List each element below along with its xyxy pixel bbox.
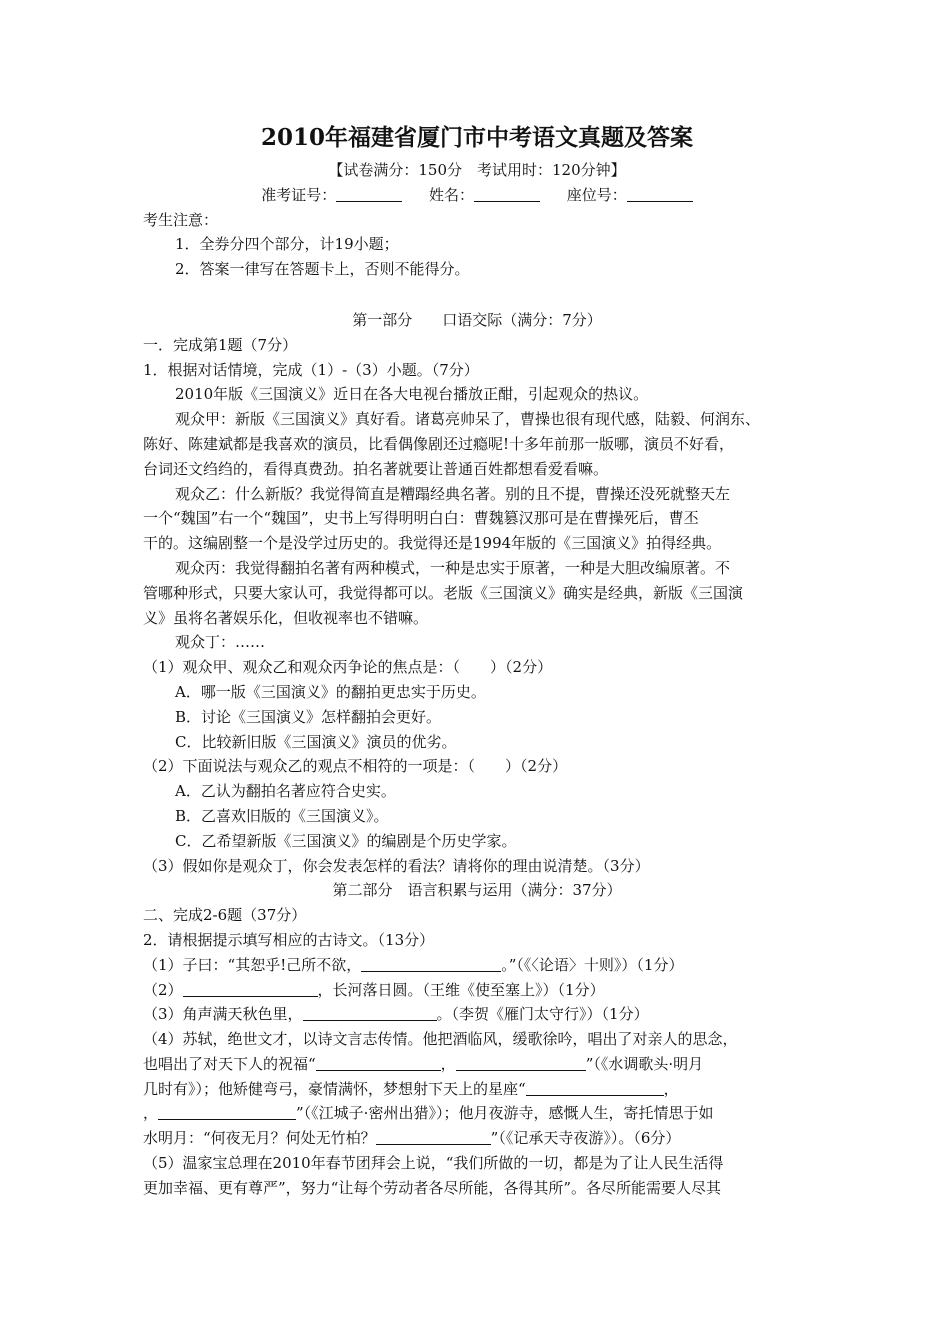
notice-item: 2．答案一律写在答题卡上，否则不能得分。 bbox=[175, 260, 470, 279]
answer-blank[interactable] bbox=[183, 982, 318, 997]
poem-item-2: （2） ，长河落日圆。（王维《使至塞上》）（1分） bbox=[143, 980, 605, 999]
option-item: C．乙希望新版《三国演义》的编剧是个历史学家。 bbox=[175, 831, 517, 850]
seat-label: 座位号： bbox=[566, 185, 627, 204]
notice-item: 1．全券分四个部分，计19小题； bbox=[175, 235, 399, 254]
passage-line: 2010年版《三国演义》近日在各大电视台播放正酣，引起观众的热议。 bbox=[175, 385, 649, 404]
name-blank[interactable] bbox=[474, 187, 540, 202]
poem-item-4-line: 也唱出了对天下人的祝福“ ， ”（《水调歌头·明月 bbox=[143, 1054, 704, 1073]
passage-line: 台词还文绉绉的，看得真费劲。拍名著就要让普通百姓都想看爱看嘛。 bbox=[143, 459, 609, 478]
part1-heading: 第一部分 口语交际（满分：7分） bbox=[352, 310, 602, 329]
option-item: A．乙认为翻拍名著应符合史实。 bbox=[175, 782, 396, 801]
passage-line: 观众丙：我觉得翻拍名著有两种模式，一种是忠实于原著，一种是大胆改编原著。不 bbox=[175, 558, 731, 577]
sub-question-1: （1）观众甲、观众乙和观众丙争论的焦点是：（ ）（2分） bbox=[143, 658, 553, 677]
answer-blank[interactable] bbox=[158, 1105, 296, 1120]
ticket-label: 准考证号： bbox=[261, 185, 337, 204]
option-item: B．乙喜欢旧版的《三国演义》。 bbox=[175, 806, 389, 825]
answer-blank[interactable] bbox=[316, 1056, 441, 1071]
passage-line: 陈好、陈建斌都是我喜欢的演员，比看偶像剧还过瘾呢!十多年前那一版哪，演员不好看， bbox=[143, 434, 735, 453]
exam-info: 【试卷满分：150分 考试用时：120分钟】 bbox=[328, 161, 626, 179]
exam-page bbox=[143, 118, 811, 1201]
question-2: 2．请根据提示填写相应的古诗文。（13分） bbox=[143, 930, 435, 949]
part2-heading: 第二部分 语言积累与运用（满分：37分） bbox=[332, 881, 622, 900]
option-item: A．哪一版《三国演义》的翻拍更忠实于历史。 bbox=[175, 682, 486, 701]
poem-item-5-line: 更加幸福、更有尊严”，努力“让每个劳动者各尽所能，各得其所”。各尽所能需要人尽其 bbox=[143, 1178, 722, 1197]
sub-question-2: （2）下面说法与观众乙的观点不相符的一项是：（ ）（2分） bbox=[143, 757, 568, 776]
page-title: 2010年福建省厦门市中考语文真题及答案 bbox=[260, 124, 693, 151]
sub-question-3: （3）假如你是观众丁，你会发表怎样的看法？请将你的理由说清楚。（3分） bbox=[143, 856, 650, 875]
answer-blank[interactable] bbox=[456, 1056, 586, 1071]
passage-line: 观众丁：…… bbox=[175, 633, 266, 652]
notice-heading: 考生注意： bbox=[143, 210, 219, 229]
section-heading: 一．完成第1题（7分） bbox=[143, 335, 298, 354]
answer-blank[interactable] bbox=[303, 1006, 437, 1021]
answer-blank[interactable] bbox=[526, 1081, 664, 1096]
poem-item-5: （5）温家宝总理在2010年春节团拜会上说，“我们所做的一切，都是为了让人民生活得 bbox=[143, 1154, 724, 1173]
option-item: B．讨论《三国演义》怎样翻拍会更好。 bbox=[175, 707, 442, 726]
poem-item-4-line: ， ”（《江城子·密州出猎》）；他月夜游寺，感慨人生，寄托情思于如 bbox=[143, 1104, 714, 1123]
question-1: 1．根据对话情境，完成（1）-（3）小题。（7分） bbox=[143, 360, 479, 379]
passage-line: 观众乙：什么新版？我觉得简直是糟蹋经典名著。别的且不提，曹操还没死就整天左 bbox=[175, 484, 731, 503]
poem-item-3: （3）角声满天秋色里， 。（李贺《雁门太守行》）（1分） bbox=[143, 1005, 649, 1024]
poem-item-4: （4）苏轼，绝世文才，以诗文言志传情。他把酒临风，缓歌徐吟，唱出了对亲人的思念， bbox=[143, 1030, 738, 1049]
section-heading: 二、完成2-6题（37分） bbox=[143, 906, 307, 925]
option-item: C．比较新旧版《三国演义》演员的优劣。 bbox=[175, 732, 457, 751]
passage-line: 一个“魏国”右一个“魏国”，史书上写得明明白白：曹魏篡汉那可是在曹操死后，曹丕 bbox=[143, 509, 699, 528]
poem-item-4-line: 水明月：“何夜无月？何处无竹柏？ ”（《记承天寺夜游》）。（6分） bbox=[143, 1129, 681, 1148]
answer-blank[interactable] bbox=[376, 1130, 491, 1145]
passage-line: 义》虽将名著娱乐化，但收视率也不错嘛。 bbox=[143, 608, 429, 627]
poem-item-1: （1）子曰：“其恕乎!己所不欲， 。”（《〈论语〉十则》）（1分） bbox=[143, 955, 684, 974]
seat-blank[interactable] bbox=[627, 187, 693, 202]
poem-item-4-line: 几时有》）；他矫健弯弓，豪情满怀，梦想射下天上的星座“ ， bbox=[143, 1079, 679, 1098]
candidate-fields bbox=[143, 183, 811, 208]
passage-line: 干的。这编剧整一个是没学过历史的。我觉得还是1994年版的《三国演义》拍得经典。 bbox=[143, 534, 722, 553]
passage-line: 观众甲：新版《三国演义》真好看。诸葛亮帅呆了，曹操也很有现代感，陆毅、何润东、 bbox=[175, 410, 761, 429]
answer-blank[interactable] bbox=[361, 957, 501, 972]
passage-line: 管哪种形式，只要大家认可，我觉得都可以。老版《三国演义》确实是经典，新版《三国演 bbox=[143, 583, 744, 602]
ticket-number-blank[interactable] bbox=[336, 187, 402, 202]
name-label: 姓名： bbox=[428, 185, 474, 204]
